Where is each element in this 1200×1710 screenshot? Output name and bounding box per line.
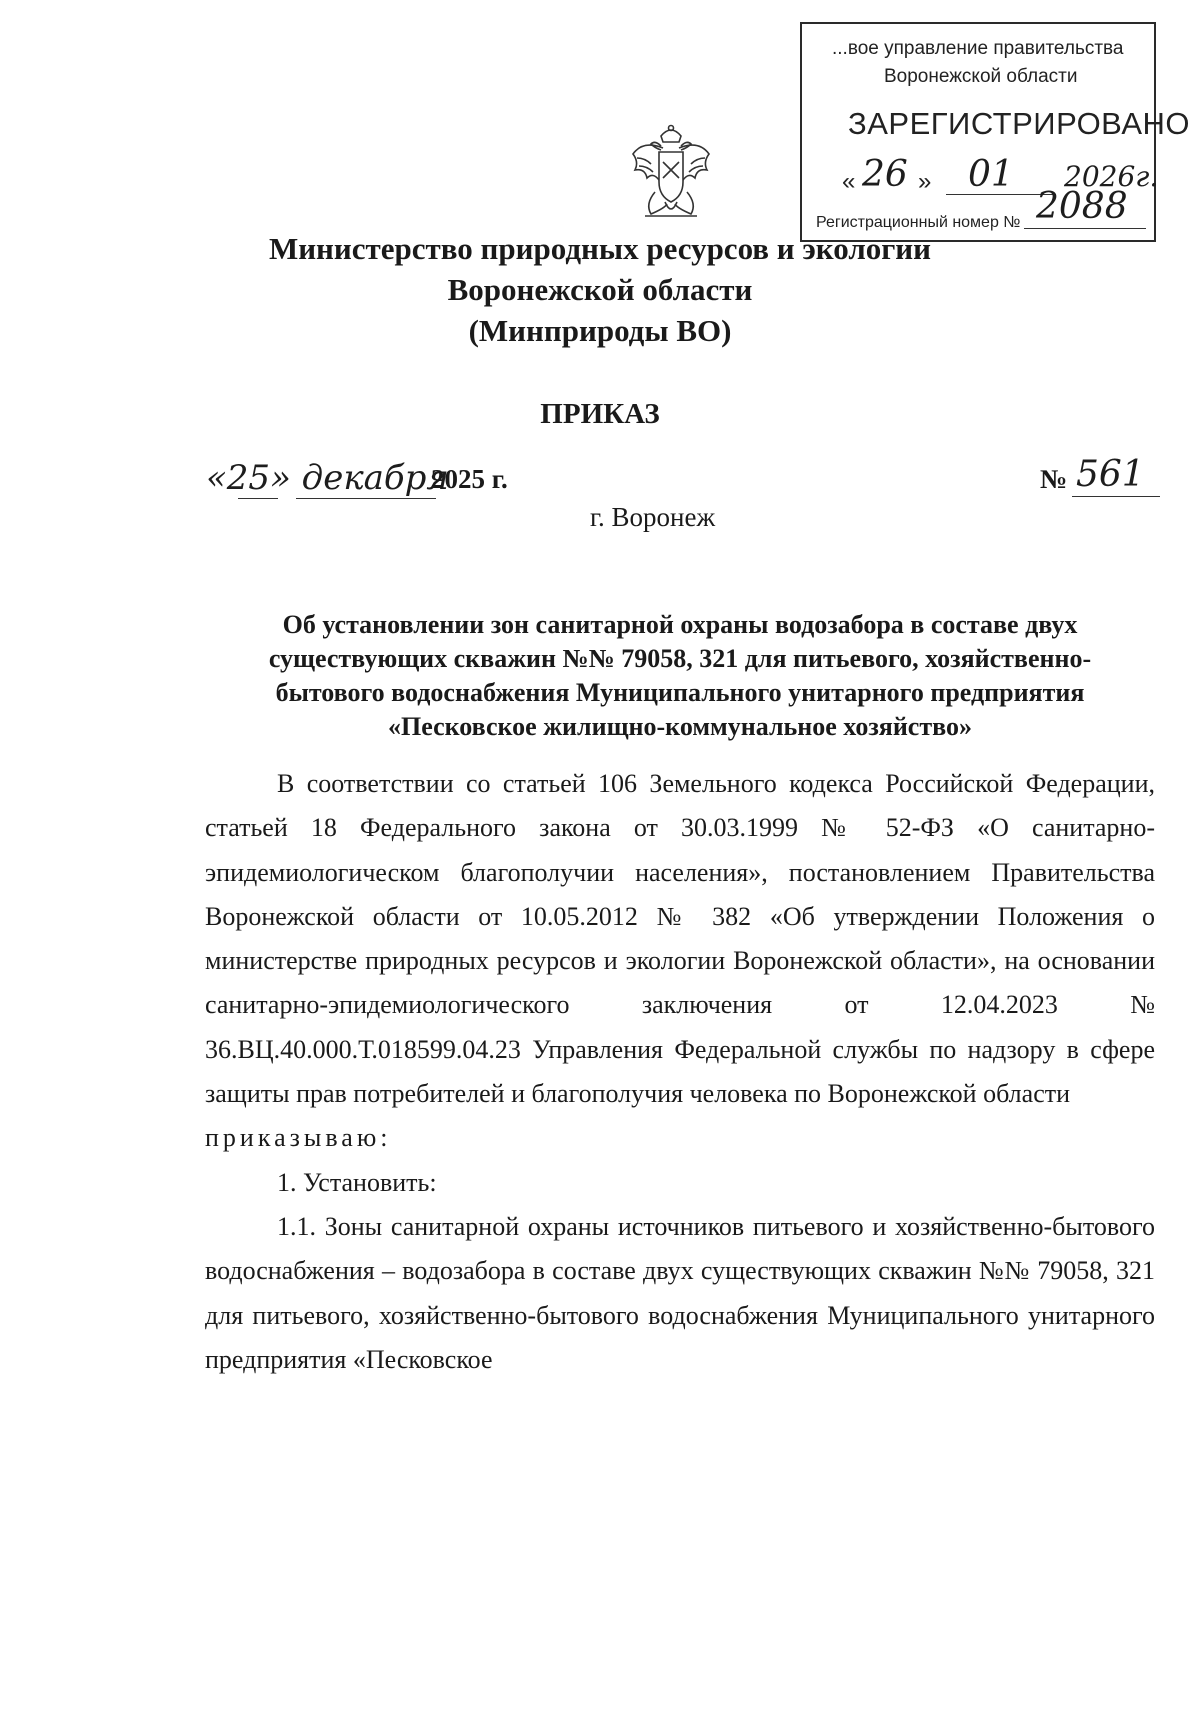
subject-line1: Об установлении зон санитарной охраны водозабора в составе двух	[282, 610, 1078, 639]
subject-line4: «Песковское жилищно-коммунальное хозяйство»	[388, 712, 972, 741]
registration-stamp	[800, 22, 1191, 242]
stamp-month: 01	[968, 154, 1014, 195]
order-city: г. Воронеж	[590, 502, 716, 532]
stamp-number: 2088	[1036, 186, 1128, 227]
stamp-year: 2026г.	[1064, 160, 1159, 193]
date-month-underline	[296, 498, 436, 499]
order-number-underline	[1072, 496, 1160, 497]
date-day-underline	[238, 498, 278, 499]
stamp-organization-line1: ...вое управление правительства	[832, 38, 1124, 59]
subject-line3: бытового водоснабжения Муниципального унитарного предприятия	[275, 678, 1085, 707]
order-number: 561	[1076, 454, 1145, 495]
ministry-line2: Воронежской области	[447, 272, 753, 307]
order-year: 2025 г.	[431, 464, 508, 494]
order-body	[205, 762, 1155, 1382]
stamp-day: 26	[862, 154, 908, 195]
ministry-name	[250, 228, 950, 351]
subject-line2: существующих скважин №№ 79058, 321 для питьевого, хозяйственно-	[268, 644, 1092, 673]
order-number-label: №	[1040, 464, 1068, 494]
stamp-number-underline	[1024, 228, 1146, 229]
stamp-quote-close: »	[918, 168, 932, 195]
order-word: приказываю:	[205, 1123, 392, 1153]
stamp-registered-label: ЗАРЕГИСТРИРОВАНО	[848, 106, 1191, 141]
stamp-number-label: Регистрационный номер №	[816, 214, 1021, 231]
order-subject	[205, 608, 1155, 744]
coat-of-arms-icon	[625, 122, 717, 220]
stamp-quote-open: «	[842, 168, 856, 195]
ministry-line1: Министерство природных ресурсов и экологии	[268, 231, 932, 266]
order-date-handwritten: «25» декабря	[206, 458, 449, 498]
preamble-paragraph: В соответствии со статьей 106 Земельного кодекса Российской Федерации, статьей 18 Федерального закона от 30.03.1999 № 52-ФЗ «О санитарно-эпидемиологическом благополучии населения», постановлением Правительства Воронежской области от 10.05.2012 № 382 «Об утверждении Положения о министерстве природных ресурсов и экологии Воронежской области», на основании санитарно-эпидемиологического заключения от 12.04.2023 № 36.ВЦ.40.000.Т.018599.04.23 Управления Федеральной службы по надзору в сфере защиты прав потребителей и благополучия человека по Воронежской области	[205, 769, 1155, 1109]
ministry-line3: (Минприроды ВО)	[468, 313, 732, 348]
item-1: 1. Установить:	[277, 1167, 437, 1197]
item-1-1: 1.1. Зоны санитарной охраны источников питьевого и хозяйственно-бытового водоснабжения – водозабора в составе двух существующих скважин №№ 79058, 321 для питьевого, хозяйственно-бытового водоснабжения Муниципального унитарного предприятия «Песковское	[205, 1211, 1155, 1374]
order-title: ПРИКАЗ	[540, 398, 660, 430]
stamp-organization-line2: Воронежской области	[884, 66, 1078, 87]
